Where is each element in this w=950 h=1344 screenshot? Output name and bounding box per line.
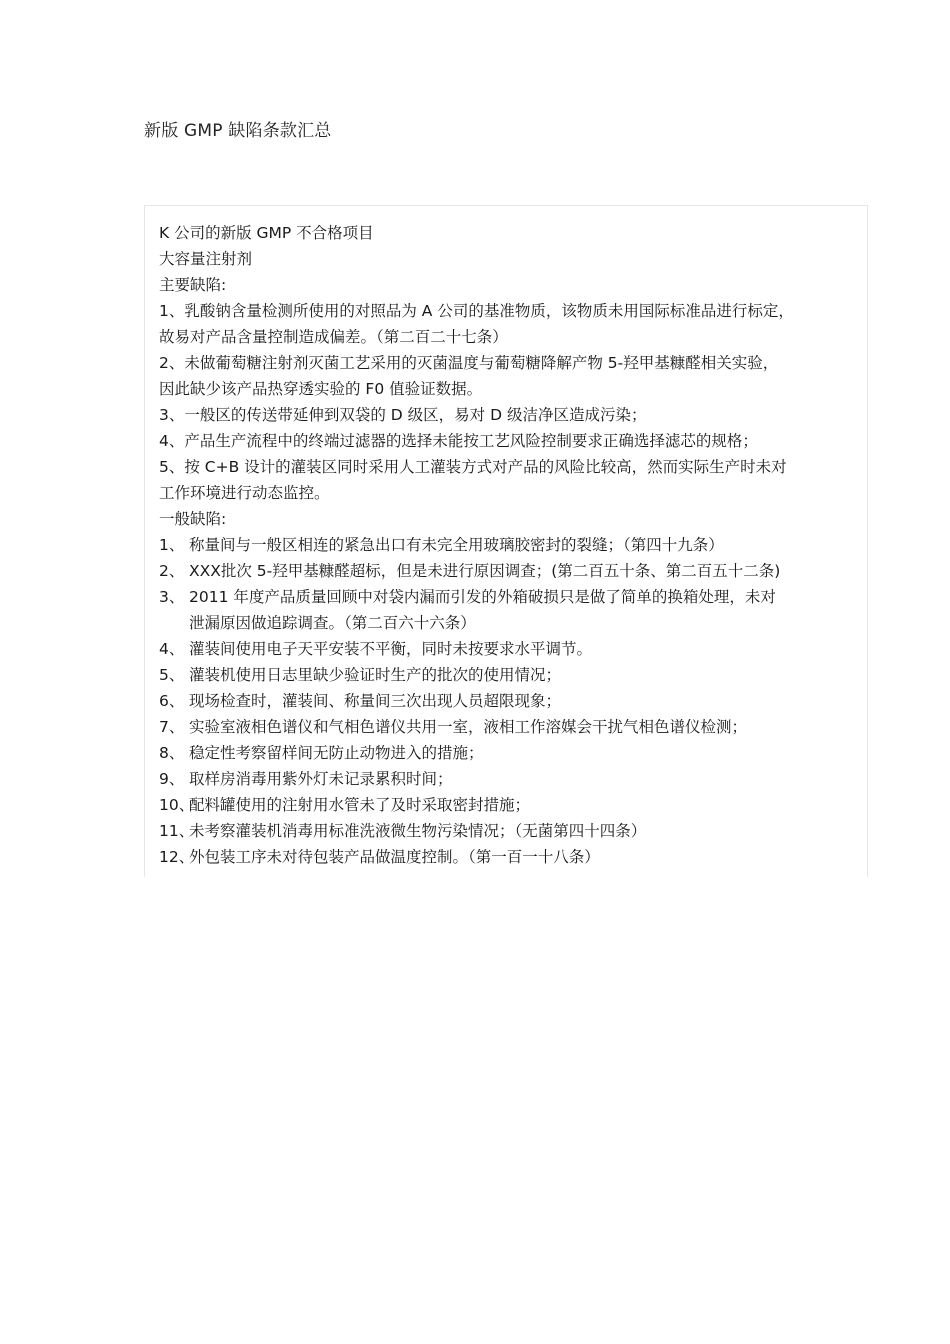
major-defect-text-continued: 故易对产品含量控制造成偏差。（第二百二十七条） (159, 328, 508, 346)
general-defect-number: 3、 (159, 588, 185, 606)
major-defect-text-continued: 因此缺少该产品热穿透实验的 F0 值验证数据。 (159, 380, 483, 398)
general-defect-text: 2011 年度产品质量回顾中对袋内漏而引发的外箱破损只是做了简单的换箱处理，未对 (189, 588, 776, 606)
major-defect-text: 按 C+B 设计的灌装区同时采用人工灌装方式对产品的风险比较高，然而实际生产时未对 (184, 458, 787, 476)
major-defects-list (159, 298, 867, 506)
general-defect-text: 灌装间使用电子天平安装不平衡，同时未按要求水平调节。 (189, 640, 593, 658)
general-defect-number: 5、 (159, 666, 185, 684)
major-defect-item (159, 454, 867, 506)
major-defect-text: 一般区的传送带延伸到双袋的 D 级区，易对 D 级洁净区造成污染； (184, 406, 647, 424)
major-defect-number: 3、 (159, 406, 185, 424)
excerpt-subheading: 大容量注射剂 (159, 250, 253, 268)
general-defect-number: 2、 (159, 562, 185, 580)
general-defect-text: 稳定性考察留样间无防止动物进入的措施； (189, 744, 484, 762)
major-defect-text: 未做葡萄糖注射剂灭菌工艺采用的灭菌温度与葡萄糖降解产物 5-羟甲基糠醛相关实验， (184, 354, 779, 372)
general-defect-item (159, 532, 867, 558)
general-defect-number: 11、 (159, 822, 195, 840)
general-defect-text: 配料罐使用的注射用水管未了及时采取密封措施； (189, 796, 531, 814)
major-defect-number: 4、 (159, 432, 185, 450)
general-defect-item (159, 636, 867, 662)
general-defect-item (159, 714, 867, 740)
major-defect-number: 5、 (159, 458, 185, 476)
general-defect-number: 4、 (159, 640, 185, 658)
general-defect-item (159, 766, 867, 792)
general-defect-item (159, 558, 867, 584)
major-defect-item (159, 298, 867, 350)
general-defects-list (159, 532, 867, 870)
general-defect-item (159, 584, 867, 636)
general-defect-number: 9、 (159, 770, 185, 788)
general-defect-text: 取样房消毒用紫外灯未记录累积时间； (189, 770, 453, 788)
major-defect-item (159, 350, 867, 402)
general-defect-number: 1、 (159, 536, 185, 554)
general-defect-text: 灌装机使用日志里缺少验证时生产的批次的使用情况； (189, 666, 562, 684)
general-defect-text: 外包装工序未对待包装产品做温度控制。（第一百一十八条） (189, 848, 600, 866)
general-defect-text: 称量间与一般区相连的紧急出口有未完全用玻璃胶密封的裂缝；（第四十九条） (189, 536, 724, 554)
general-defect-text-continued: 泄漏原因做追踪调查。（第二百六十六条） (189, 614, 476, 632)
major-defects-label: 主要缺陷: (159, 276, 227, 294)
defect-list-excerpt (144, 205, 868, 877)
general-defects-label: 一般缺陷: (159, 510, 227, 528)
major-defect-number: 1、 (159, 302, 185, 320)
general-defect-item (159, 740, 867, 766)
general-defect-number: 6、 (159, 692, 185, 710)
general-defect-text: XXX批次 5-羟甲基糠醛超标，但是未进行原因调查；(第二百五十条、第二百五十二条) (189, 562, 781, 580)
general-defect-number: 7、 (159, 718, 185, 736)
general-defect-text: 实验室液相色谱仪和气相色谱仪共用一室，液相工作溶媒会干扰气相色谱仪检测； (189, 718, 748, 736)
major-defect-text-continued: 工作环境进行动态监控。 (159, 484, 330, 502)
general-defect-text: 未考察灌装机消毒用标准洗液微生物污染情况；（无菌第四十四条） (189, 822, 647, 840)
excerpt-heading: K 公司的新版 GMP 不合格项目 (159, 224, 374, 242)
major-defect-item (159, 428, 867, 454)
general-defect-item (159, 662, 867, 688)
general-defect-item (159, 844, 867, 870)
major-defect-item (159, 402, 867, 428)
major-defect-number: 2、 (159, 354, 185, 372)
document-title: 新版 GMP 缺陷条款汇总 (144, 121, 332, 141)
general-defect-item (159, 818, 867, 844)
general-defect-item (159, 792, 867, 818)
major-defect-text: 乳酸钠含量检测所使用的对照品为 A 公司的基准物质，该物质未用国际标准品进行标定， (184, 302, 794, 320)
major-defect-text: 产品生产流程中的终端过滤器的选择未能按工艺风险控制要求正确选择滤芯的规格； (184, 432, 758, 450)
general-defect-item (159, 688, 867, 714)
general-defect-number: 8、 (159, 744, 185, 762)
general-defect-text: 现场检查时，灌装间、称量间三次出现人员超限现象； (189, 692, 562, 710)
general-defect-number: 12、 (159, 848, 195, 866)
general-defect-number: 10、 (159, 796, 195, 814)
